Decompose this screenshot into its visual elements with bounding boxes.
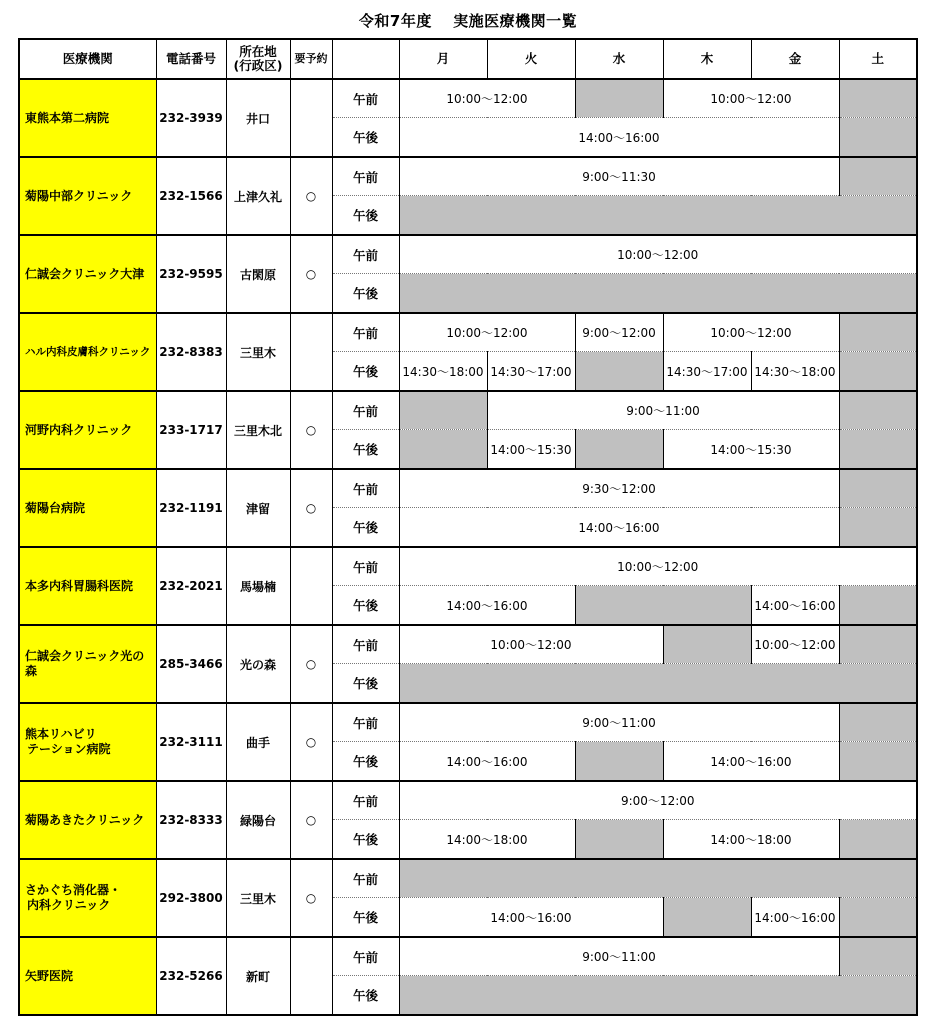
facility-name-line: 仁誠会クリニック光の森 xyxy=(25,649,145,678)
period-am: 午前 xyxy=(332,781,399,820)
closed-slot xyxy=(839,508,917,548)
period-pm: 午後 xyxy=(332,430,399,470)
closed-slot xyxy=(399,274,917,314)
header-location xyxy=(226,39,290,79)
header-day-tue: 火 xyxy=(487,39,575,79)
closed-slot xyxy=(839,937,917,976)
clinic-row xyxy=(19,859,917,898)
hours-text: 10:00～12:00 xyxy=(617,560,699,574)
hours-text: 14:00～16:00 xyxy=(710,754,792,769)
hours-text: 10:00～12:00 xyxy=(710,326,792,340)
hours-text: 9:00～11:00 xyxy=(582,950,656,964)
facility-name xyxy=(19,547,156,625)
facility-name-line: 東熊本第二病院 xyxy=(25,110,110,125)
facility-name xyxy=(19,625,156,703)
closed-slot xyxy=(575,430,663,470)
location: 三里木 xyxy=(226,859,290,937)
phone-number: 233-1717 xyxy=(156,391,226,469)
closed-slot xyxy=(839,469,917,508)
hours-slot xyxy=(751,625,839,664)
hours-text: 9:00～11:00 xyxy=(626,404,700,418)
reservation-mark: ○ xyxy=(290,157,332,235)
clinic-row xyxy=(19,391,917,430)
facility-name xyxy=(19,703,156,781)
hours-slot xyxy=(751,586,839,626)
reservation-mark: ○ xyxy=(290,703,332,781)
period-am: 午前 xyxy=(332,469,399,508)
facility-name-line: 仁誠会クリニック大津 xyxy=(25,266,145,281)
clinic-row xyxy=(19,703,917,742)
hours-text: 14:00～16:00 xyxy=(446,754,528,769)
facility-name-line: 本多内科胃腸科医院 xyxy=(25,578,134,593)
reservation-mark: ○ xyxy=(290,235,332,313)
hours-slot xyxy=(663,352,751,392)
header-phone: 電話番号 xyxy=(156,39,226,79)
hours-text: 14:00～18:00 xyxy=(446,832,528,847)
reservation-mark: ○ xyxy=(290,391,332,469)
hours-text: 14:00～16:00 xyxy=(578,520,660,535)
facility-name xyxy=(19,859,156,937)
phone-number: 232-9595 xyxy=(156,235,226,313)
hours-slot xyxy=(399,352,487,392)
clinic-row xyxy=(19,235,917,274)
clinic-row xyxy=(19,157,917,196)
hours-slot xyxy=(663,79,839,118)
header-day-sat: 土 xyxy=(839,39,917,79)
phone-number: 232-3111 xyxy=(156,703,226,781)
header-facility: 医療機関 xyxy=(19,39,156,79)
phone-number: 285-3466 xyxy=(156,625,226,703)
period-am: 午前 xyxy=(332,937,399,976)
closed-slot xyxy=(839,586,917,626)
reservation-mark xyxy=(290,79,332,157)
closed-slot xyxy=(839,352,917,392)
facility-name xyxy=(19,391,156,469)
period-pm: 午後 xyxy=(332,586,399,626)
facility-name-line: 菊陽あきたクリニック xyxy=(25,812,145,827)
clinic-row xyxy=(19,625,917,664)
hours-text: 14:00～18:00 xyxy=(710,832,792,847)
header-location-line2: (行政区) xyxy=(233,58,283,73)
clinic-row xyxy=(19,781,917,820)
reservation-mark xyxy=(290,313,332,391)
closed-slot xyxy=(663,625,751,664)
facility-name-line: さかぐち消化器・ xyxy=(25,883,122,897)
hours-slot xyxy=(399,625,663,664)
phone-number: 232-1566 xyxy=(156,157,226,235)
header-day-fri: 金 xyxy=(751,39,839,79)
period-pm: 午後 xyxy=(332,352,399,392)
reservation-mark xyxy=(290,547,332,625)
closed-slot xyxy=(839,118,917,158)
facility-name xyxy=(19,781,156,859)
closed-slot xyxy=(839,313,917,352)
period-pm: 午後 xyxy=(332,118,399,158)
hours-text: 9:00～11:00 xyxy=(582,716,656,730)
hours-slot xyxy=(399,157,839,196)
clinic-row xyxy=(19,547,917,586)
phone-number: 232-1191 xyxy=(156,469,226,547)
closed-slot xyxy=(575,820,663,860)
hours-slot xyxy=(399,820,575,860)
reservation-mark xyxy=(290,937,332,1015)
header-day-thu: 木 xyxy=(663,39,751,79)
period-am: 午前 xyxy=(332,625,399,664)
period-am: 午前 xyxy=(332,391,399,430)
hours-text: 14:00～15:30 xyxy=(710,442,792,457)
location: 新町 xyxy=(226,937,290,1015)
hours-slot xyxy=(399,742,575,782)
closed-slot xyxy=(575,79,663,118)
hours-text: 10:00～12:00 xyxy=(446,326,528,340)
closed-slot xyxy=(839,157,917,196)
hours-text: 9:00～12:00 xyxy=(620,794,695,808)
facility-name xyxy=(19,235,156,313)
facility-name-line: 内科クリニック xyxy=(27,898,111,912)
period-pm: 午後 xyxy=(332,976,399,1016)
facility-name xyxy=(19,79,156,157)
clinic-row xyxy=(19,937,917,976)
hours-slot xyxy=(399,703,839,742)
location: 古閑原 xyxy=(226,235,290,313)
period-am: 午前 xyxy=(332,157,399,196)
closed-slot xyxy=(839,79,917,118)
period-pm: 午後 xyxy=(332,274,399,314)
hours-slot xyxy=(399,781,917,820)
hours-slot xyxy=(663,430,839,470)
header-location-line1: 所在地 xyxy=(239,44,277,59)
header-reservation: 要予約 xyxy=(290,39,332,79)
period-pm: 午後 xyxy=(332,820,399,860)
hours-text: 9:00～11:30 xyxy=(582,170,656,184)
hours-slot xyxy=(399,547,917,586)
hours-slot xyxy=(399,235,917,274)
facility-name-line: テーション病院 xyxy=(27,742,111,756)
facility-name-line: 矢野医院 xyxy=(25,968,74,983)
period-pm: 午後 xyxy=(332,898,399,938)
closed-slot xyxy=(839,742,917,782)
hours-slot xyxy=(399,898,663,938)
closed-slot xyxy=(839,430,917,470)
hours-text: 14:00～16:00 xyxy=(490,910,572,925)
hours-text: 14:30～18:00 xyxy=(754,364,836,379)
hours-text: 14:00～16:00 xyxy=(754,910,836,925)
location: 井口 xyxy=(226,79,290,157)
phone-number: 232-5266 xyxy=(156,937,226,1015)
hours-text: 14:00～16:00 xyxy=(446,598,528,613)
hours-slot xyxy=(399,937,839,976)
location: 曲手 xyxy=(226,703,290,781)
facility-name xyxy=(19,313,156,391)
hours-slot xyxy=(399,469,839,508)
phone-number: 232-3939 xyxy=(156,79,226,157)
location: 津留 xyxy=(226,469,290,547)
closed-slot xyxy=(575,352,663,392)
phone-number: 292-3800 xyxy=(156,859,226,937)
location: 三里木北 xyxy=(226,391,290,469)
hours-slot xyxy=(575,313,663,352)
hours-slot xyxy=(487,430,575,470)
period-pm: 午後 xyxy=(332,742,399,782)
hours-text: 10:00～12:00 xyxy=(490,638,572,652)
phone-number: 232-2021 xyxy=(156,547,226,625)
closed-slot xyxy=(399,859,917,898)
hours-text: 9:30～12:00 xyxy=(582,482,656,496)
header-day-wed: 水 xyxy=(575,39,663,79)
phone-number: 232-8383 xyxy=(156,313,226,391)
facility-name-line: ハル内科皮膚科クリニック xyxy=(25,346,151,358)
facility-name xyxy=(19,157,156,235)
reservation-mark: ○ xyxy=(290,625,332,703)
clinic-row xyxy=(19,313,917,352)
hours-slot xyxy=(399,118,839,158)
closed-slot xyxy=(839,703,917,742)
hours-slot xyxy=(399,586,575,626)
facility-name-line: 熊本リハビリ xyxy=(25,727,97,741)
closed-slot xyxy=(399,196,917,236)
period-am: 午前 xyxy=(332,703,399,742)
clinic-row xyxy=(19,469,917,508)
hours-text: 10:00～12:00 xyxy=(617,248,699,262)
hours-slot xyxy=(663,313,839,352)
location: 光の森 xyxy=(226,625,290,703)
facility-name-line: 河野内科クリニック xyxy=(25,422,133,437)
period-pm: 午後 xyxy=(332,508,399,548)
period-am: 午前 xyxy=(332,79,399,118)
hours-slot xyxy=(751,352,839,392)
hours-text: 14:00～16:00 xyxy=(754,598,836,613)
hours-text: 14:00～16:00 xyxy=(578,130,660,145)
hours-slot xyxy=(487,391,839,430)
page-title: 令和7年度 実施医療機関一覧 xyxy=(358,12,578,30)
closed-slot xyxy=(399,391,487,430)
hours-slot xyxy=(751,898,839,938)
period-am: 午前 xyxy=(332,235,399,274)
phone-number: 232-8333 xyxy=(156,781,226,859)
hours-slot xyxy=(487,352,575,392)
facility-name-line: 菊陽中部クリニック xyxy=(25,188,133,203)
hours-slot xyxy=(399,79,575,118)
reservation-mark: ○ xyxy=(290,781,332,859)
period-am: 午前 xyxy=(332,313,399,352)
clinic-row xyxy=(19,79,917,118)
facility-name-line: 菊陽台病院 xyxy=(25,500,86,515)
location: 馬場楠 xyxy=(226,547,290,625)
clinic-schedule-table xyxy=(18,38,918,1016)
hours-text: 10:00～12:00 xyxy=(710,92,792,106)
facility-name xyxy=(19,937,156,1015)
reservation-mark: ○ xyxy=(290,469,332,547)
closed-slot xyxy=(663,898,751,938)
header-period xyxy=(332,39,399,79)
closed-slot xyxy=(575,742,663,782)
hours-text: 14:30～18:00 xyxy=(402,364,484,379)
hours-slot xyxy=(663,742,839,782)
closed-slot xyxy=(839,820,917,860)
location: 上津久礼 xyxy=(226,157,290,235)
period-pm: 午後 xyxy=(332,196,399,236)
hours-text: 14:30～17:00 xyxy=(666,364,748,379)
hours-text: 9:00～12:00 xyxy=(582,326,656,340)
hours-text: 10:00～12:00 xyxy=(754,638,836,652)
closed-slot xyxy=(839,898,917,938)
facility-name xyxy=(19,469,156,547)
period-pm: 午後 xyxy=(332,664,399,704)
period-am: 午前 xyxy=(332,547,399,586)
period-am: 午前 xyxy=(332,859,399,898)
closed-slot xyxy=(839,625,917,664)
closed-slot xyxy=(839,391,917,430)
hours-text: 14:30～17:00 xyxy=(490,364,572,379)
header-row xyxy=(19,39,917,79)
hours-text: 14:00～15:30 xyxy=(490,442,572,457)
reservation-mark: ○ xyxy=(290,859,332,937)
closed-slot xyxy=(399,430,487,470)
location: 三里木 xyxy=(226,313,290,391)
closed-slot xyxy=(575,586,751,626)
header-day-mon: 月 xyxy=(399,39,487,79)
closed-slot xyxy=(399,664,917,704)
location: 緑陽台 xyxy=(226,781,290,859)
hours-slot xyxy=(663,820,839,860)
hours-slot xyxy=(399,313,575,352)
hours-text: 10:00～12:00 xyxy=(446,92,528,106)
hours-slot xyxy=(399,508,839,548)
closed-slot xyxy=(399,976,917,1016)
